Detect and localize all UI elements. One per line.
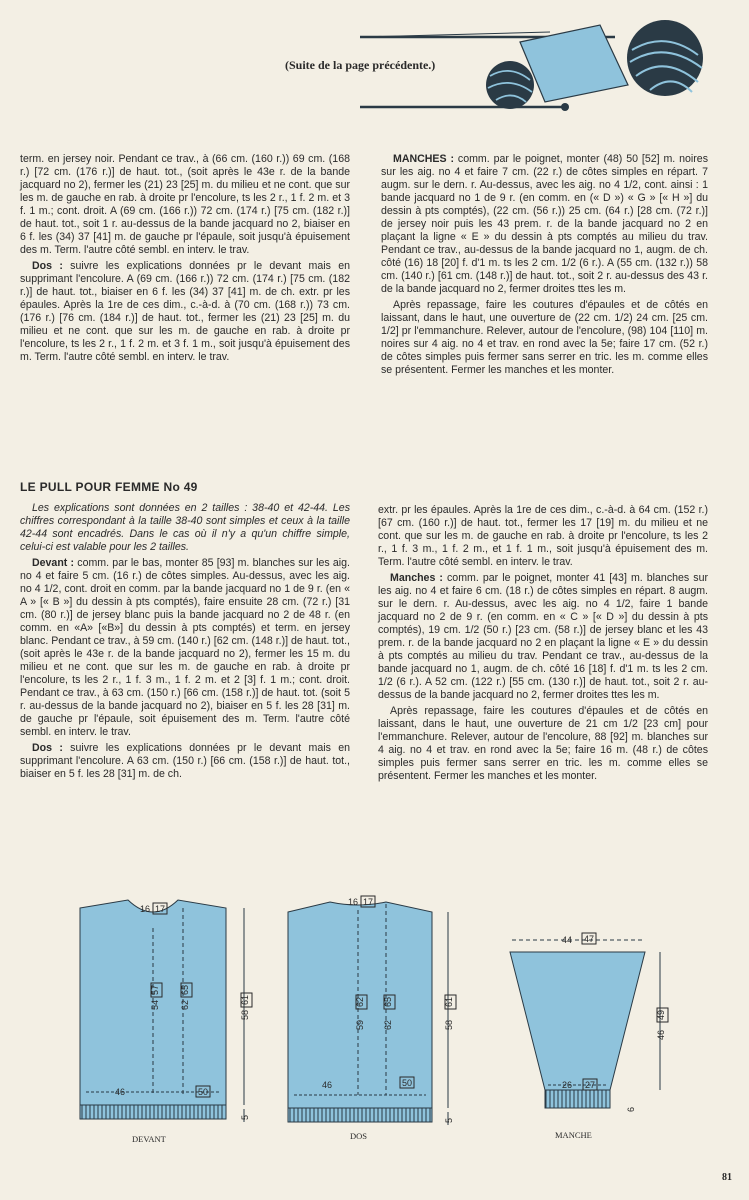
paragraph-body: suivre les explications données pr le devant mais en supprimant l'encolure. A 63 cm. (150 r.) [66 cm. (158 r.)] de haut. tot., biaiser en 5 f. les 28 [31] m. de ch. xyxy=(20,742,350,780)
dos-height-2: 62 xyxy=(383,1019,393,1030)
paragraph xyxy=(20,260,350,364)
dos-diagram xyxy=(288,896,456,1141)
devant-rib: 5 xyxy=(240,1114,250,1120)
manche-label: MANCHE xyxy=(555,1130,592,1140)
top-right-column xyxy=(381,153,708,380)
paragraph xyxy=(20,742,350,781)
bottom-left-column xyxy=(20,502,350,784)
continuation-note: (Suite de la page précédente.) xyxy=(285,58,436,72)
devant-height-2: 62 xyxy=(180,999,190,1010)
manche-top-width-boxed: 47 xyxy=(584,934,595,944)
dos-height-3: 58 xyxy=(444,1019,454,1030)
page-number: 81 xyxy=(722,1172,732,1183)
manche-bottom-width: 26 xyxy=(562,1080,573,1090)
devant-neck-measure: 16 xyxy=(140,904,151,914)
manche-rib: 6 xyxy=(626,1106,636,1112)
devant-label: DEVANT xyxy=(132,1134,166,1144)
section-title: LE PULL POUR FEMME No 49 xyxy=(20,480,198,494)
dos-neck-measure-boxed: 17 xyxy=(363,897,374,907)
dos-height-1: 59 xyxy=(355,1019,365,1030)
garment-schematics xyxy=(0,880,749,1170)
devant-diagram xyxy=(80,900,252,1144)
paragraph-lead: MANCHES : xyxy=(393,153,454,165)
paragraph: extr. pr les épaules. Après la 1re de ces dim., c.-à-d. à 64 cm. (152 r.) [67 cm. (160 r.)] de haut. tot., fermer les 17 [19] m. du milieu et ne cont. que sur les m. de gauche en rab. à droite pr l'encolure, ts les 2 r., 1 f. 3 m., 1 f. 2 m., et 1 f. 1 m., soit jusqu'à épuisement des m. Term. l'autre côté sembl. en interv. le trav. xyxy=(378,504,708,568)
paragraph-body: comm. par le poignet, monter (48) 50 [52] m. noires sur les aig. no 4 et faire 7 cm. (22 r.) de côtes simples en répart. 7 augm. sur le dern. r. Au-dessus, avec les aig. no 4 1/2, cont. ainsi : 1 bande jacquard no 1 de 9 r. (en comm. en (« D ») « G » [« H »] du dessin à pts comptés), (22 cm. (56 r.)) 25 cm. (64 r.) [28 cm. (72 r.)] de jersey noir puis les 43 prem. r. de la bande jacquard no 2 en plaçant la ligne « E » du dessin à pts comptés au milieu du trav. Pendant ce trav., au-dessus de la bande jacquard no 1, augm. de ch. côté (16) 18 [20] f. d'1 m. ts les 2 cm. 1/2 (6 r.). A (55 cm. (132 r.)) 58 cm. (140 r.) [61 cm. (148 r.)] de haut. tot., soit 2 r. au-dessus des 43 r. de la bande jacquard no 2, fermer droites ttes les m. xyxy=(381,153,708,295)
dos-width: 46 xyxy=(322,1080,333,1090)
manche-top-width: 44 xyxy=(562,935,573,945)
devant-width-boxed: 50 xyxy=(198,1087,209,1097)
paragraph-lead: Dos : xyxy=(32,742,63,754)
devant-height-3: 58 xyxy=(240,1009,250,1020)
paragraph: term. en jersey noir. Pendant ce trav., à (66 cm. (160 r.)) 69 cm. (168 r.) [72 cm. (176 r.)] de haut. tot., (soit après le 43e r. de la bande jacquard no 2), fermer les (21) 23 [25] m. du milieu et ne cont. que sur les m. de gauche en rab. à droite pr l'encolure, ts les 2 r., 1 f. 2 m. et 3 f. 1 m.; cont. droit. A (69 cm. (166 r.)) 72 cm. (174 r.) [75 cm. (182 r.)] de haut. tot., soit 1 r. au-dessus de la bande jacquard no 2, biaiser en 6 f. les (34) 37 [41] m. de gauche pr l'épaule, soit jusqu'à épuisement des m. Term. l'autre côté sembl. en interv. le trav. xyxy=(20,153,350,256)
dos-neck-measure: 16 xyxy=(348,897,359,907)
dos-rib: 5 xyxy=(444,1117,454,1123)
paragraph: Les explications sont données en 2 tailles : 38-40 et 42-44. Les chiffres correspondant à la taille 38-40 sont simples et ceux à la taille 42-44 sont encadrés. Dans le cas où il n'y a qu'un chiffre simple, celui-ci est valable pour les 2 tailles. xyxy=(20,502,350,553)
paragraph-lead: Dos : xyxy=(32,260,63,272)
devant-height-3-boxed: 61 xyxy=(240,994,250,1005)
paragraph-body: suivre les explications données pr le devant mais en supprimant l'encolure. A (69 cm. (166 r.)) 72 cm. (174 r.) [75 cm. (182 r.)] de haut. tot., biaiser en 6 f. les (34) 37 [41] m. de ch. extr. pr les épaules. Après la 1re de ces dim., c.-à-d. à (70 cm. (168 r.)) 73 cm. (176 r.) [76 cm. (184 r.)] de haut. tot., fermer les (21) 23 [25] m. du milieu et ne cont. que sur les m. de gauche en rab. à droite pr l'encolure, ts les 2 r., 1 f. 2 m. et 3 f. 1 m., soit jusqu'à épuisement des m. Term. l'autre côté sembl. en interv. le trav. xyxy=(20,260,350,363)
manche-height-boxed: 49 xyxy=(656,1009,666,1020)
dos-label: DOS xyxy=(350,1131,368,1141)
devant-height-1-boxed: 57 xyxy=(150,984,160,995)
devant-height-1: 54 xyxy=(150,999,160,1010)
paragraph xyxy=(381,153,708,296)
paragraph: Après repassage, faire les coutures d'épaules et de côtés en laissant, dans le haut, une ouverture de 21 cm 1/2 [23 cm] pour l'emmanchure. Relever, autour de l'encolure, 88 [92] m. blanches sur 4 aig. no 4 et trav. en rond avec la 5e; faire 16 m. (48 r.) de côtes simples puis fermer sans serrer en tric. les m. comme elles se présentent. Fermer les manches et les monter. xyxy=(378,705,708,782)
paragraph-body: comm. par le poignet, monter 41 [43] m. blanches sur les aig. no 4 et faire 6 cm. (18 r.) de côtes simples en répart. 8 augm. sur le dern. r. Au-dessus, avec les aig. no 4 1/2, faire 1 bande jacquard no 2 de 9 r. (en comm. en « C » [« D »] du dessin à pts comptés), 19 cm. 1/2 (50 r.) [23 cm. (58 r.)] de jersey blanc et les 43 prem. r. de la bande jacquard no 2 en plaçant la ligne « E » du dessin à pts comptés au milieu du trav. Pendant ce trav., au-dessus de la bande jacquard no 1, augm. de ch. côté 16 [18] f. d'1 m. ts les 2 cm. 1/2 (6 r.). A 52 cm. (122 r.) [55 cm. (130 r.)] de haut. tot., soit 2 r. au-dessus de la bande jacquard no 2, fermer droites ttes les m. xyxy=(378,572,708,701)
paragraph xyxy=(378,572,708,702)
paragraph-lead: Devant : xyxy=(32,557,75,569)
devant-neck-measure-boxed: 17 xyxy=(155,904,166,914)
devant-height-2-boxed: 65 xyxy=(180,984,190,995)
paragraph-body: comm. par le bas, monter 85 [93] m. blanches sur les aig. no 4 et faire 5 cm. (16 r.) de côtes simples. Au-dessus, avec les aig. no 4 1/2, cont. droit en comm. par la bande jacquard no 1 de 9 r. (en « A » [« B »] du dessin à pts comptés), faire ensuite 28 cm. (72 r.) [31 cm. (80 r.)] de jersey blanc puis la bande jacquard no 2 de 48 r. (en comm. en «A» [«B»] du dessin à pts comptés) et term. en jersey blanc. Pendant ce trav., à 59 cm. (140 r.) [62 cm. (148 r.)] de haut. tot., (soit après le 43e r. de la bande jacquard no 2), fermer les 15 m. du milieu et ne cont. que sur les m. de gauche en rab. à droite pr l'encolure, ts les 2 r., 1 f. 3 m., 1 f. 2 m. et 2 [3] f. 1 m.; cont. droit. Pendant ce trav., à 63 cm. (150 r.) [66 cm. (158 r.)] de haut. tot. (soit 5 r. au-dessus de la bande jacquard no 2), biaiser en 5 f. les 28 [31] m. de gauche pr l'épaule, soit épuisement des m. Term. l'autre côté sembl. en interv. le trav. xyxy=(20,557,350,738)
manche-diagram xyxy=(510,933,668,1140)
paragraph xyxy=(20,557,350,739)
dos-height-3-boxed: 61 xyxy=(444,996,454,1007)
devant-width: 46 xyxy=(115,1087,126,1097)
dos-height-1-boxed: 62 xyxy=(355,996,365,1007)
dos-width-boxed: 50 xyxy=(402,1078,413,1088)
manche-height: 46 xyxy=(656,1029,666,1040)
dos-height-2-boxed: 65 xyxy=(383,996,393,1007)
bottom-right-column xyxy=(378,504,708,786)
paragraph-lead: Manches : xyxy=(390,572,443,584)
paragraph: Après repassage, faire les coutures d'épaules et de côtés en laissant, dans le haut, une ouverture de (22 cm. 1/2) 24 cm. [25 cm. 1/2] pr l'emmanchure. Relever, autour de l'encolure, (98) 104 [110] m. noires sur 4 aig. no 4 et trav. en rond avec la 5e; faire 17 cm. (52 r.) de côtes simples puis fermer sans serrer en tric. les m. comme elles se présentent. Fermer les manches et les monter. xyxy=(381,299,708,376)
manche-bottom-width-boxed: 27 xyxy=(585,1080,596,1090)
top-left-column xyxy=(20,153,350,367)
